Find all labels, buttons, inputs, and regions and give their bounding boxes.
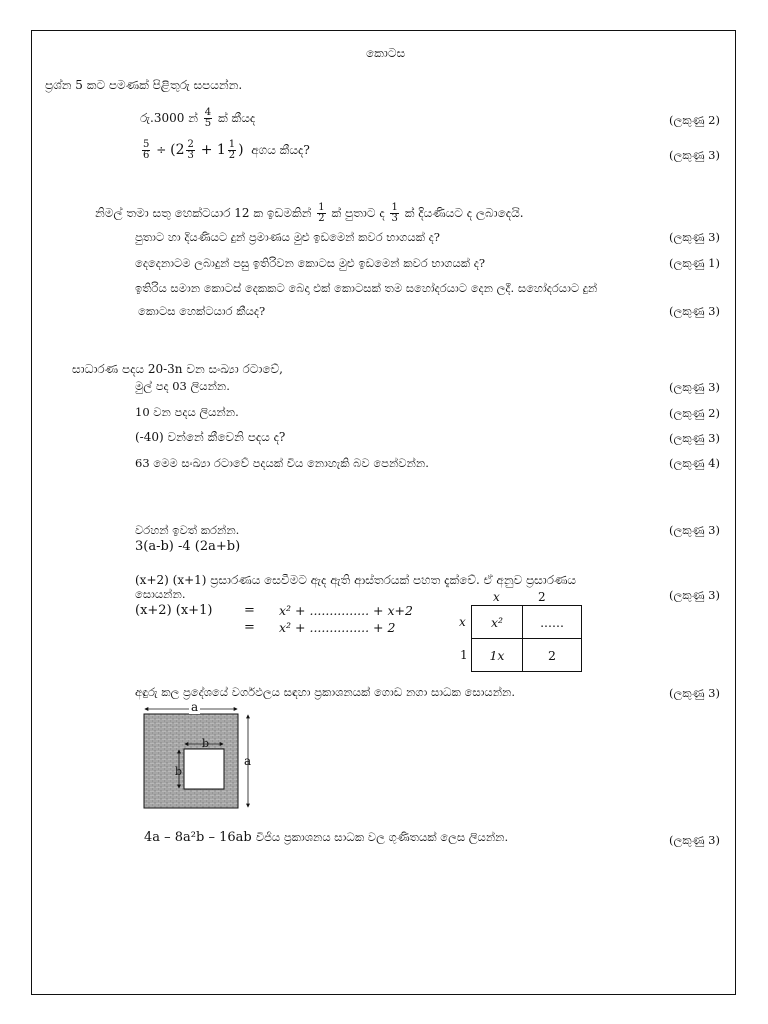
outer-side-label: a <box>244 754 252 768</box>
q4a-text: වරහන් ඉවත් කරන්න. <box>135 523 240 537</box>
grid-cell: 1x <box>472 639 523 672</box>
q2-part-iii-line1: ඉතිරිය සමාන කොටස් දෙකකට බෙදා එක් කොටසක් තම සහෝදරයාට දෙන ලදී. සහෝදරයාට දුන් <box>135 281 598 295</box>
instruction-text: ප්‍රශ්න 5 කට පමණක් පිළිතුරු සපයන්න. <box>45 78 243 92</box>
q2-part-iii-line2: කොටස හෙක්ටයාර කීයද? <box>138 304 266 318</box>
q6-marks: (ලකුණු 3) <box>669 833 720 847</box>
q4b-lhs: (x+2) (x+1) <box>135 603 213 618</box>
grid-top-label-x: x <box>493 590 500 604</box>
q4a-marks: (ලකුණු 3) <box>669 523 720 537</box>
page-border <box>31 30 736 995</box>
q4b-equals-1: = <box>244 603 255 618</box>
inner-top-label: b <box>202 737 210 750</box>
q4b-line1: (x+2) (x+1) ප්‍රසාරණය සෙවීමට ඇද ඇති ආස්තරයක් පහත දැක්වේ. ඒ අනුව ප්‍රසාරණය <box>135 573 577 587</box>
q5-marks: (ලකුණු 3) <box>669 686 720 700</box>
q2-part-i: පුතාට හා දියණියට දුන් ප්‍රමාණය මුළු ඉඩමෙන් කවර භාගයක් ද? <box>135 230 440 244</box>
grid-cell: x² <box>472 606 523 639</box>
q3-part-i: මුල් පද 03 ලියන්න. <box>135 379 230 393</box>
q1a-marks: (ලකුණු 2) <box>669 113 720 127</box>
q1b-marks: (ලකුණු 3) <box>669 148 720 162</box>
grid-cell: 2 <box>523 639 582 672</box>
q3-part-i-marks: (ලකුණු 3) <box>669 380 720 394</box>
grid-side-label-1: 1 <box>460 648 468 662</box>
q2-part-iii-marks: (ලකුණු 3) <box>669 304 720 318</box>
q3-part-iv-marks: (ලකුණු 4) <box>669 456 720 470</box>
outer-top-label: a <box>191 700 199 714</box>
area-model-grid <box>471 605 582 672</box>
q6-text: 4a – 8a²b – 16ab විජිය ප්‍රකාශනය සාධක වල ගුණිතයක් ලෙස ලියන්න. <box>144 830 509 845</box>
q4a-expression: 3(a-b) -4 (2a+b) <box>135 539 241 554</box>
q3-part-ii: 10 වන පදය ලියන්න. <box>135 405 239 419</box>
q2-intro: නිමල් තමා සතු හෙක්ටයාර 12 ක ඉඩමකින් $\frac{1}{2}$ ක් පුතාට ද $\frac{1}{3}$ ක් දියණියට ද ලබාදෙයි. <box>95 202 524 224</box>
section-heading: කොටස <box>366 46 406 60</box>
q3-part-iii-marks: (ලකුණු 3) <box>669 431 720 445</box>
q3-intro: සාධාරණ පදය 20-3n වන සංඛ්‍යා රටාවේ, <box>72 362 283 376</box>
q2-part-ii-marks: (ලකුණු 1) <box>669 256 720 270</box>
q4b-rhs-1: x² + ............... + x+2 <box>279 603 413 618</box>
q4b-marks: (ලකුණු 3) <box>669 588 720 602</box>
fraction: $\frac{4}{5}$ <box>204 107 212 129</box>
inner-square <box>184 749 224 789</box>
q3-part-iv: 63 මෙම සංඛ්‍යා රටාවේ පදයක් විය නොහැකි බව පෙන්වන්න. <box>135 456 429 470</box>
q1a-text: රු.3000 න් $\frac{4}{5}$ ක් කීයද <box>140 107 256 129</box>
q3-part-ii-marks: (ලකුණු 2) <box>669 406 720 420</box>
q5-text: අඳුරු කල ප්‍රදේශයේ වර්ගඵලය සඳහා ප්‍රකාශනයක් ගොඩ නගා සාධක සොයන්න. <box>135 685 516 699</box>
q4b-rhs-2: x² + ............... + 2 <box>279 620 396 635</box>
q2-part-i-marks: (ලකුණු 3) <box>669 230 720 244</box>
grid-top-label-2: 2 <box>538 590 546 604</box>
q4b-line2: සොයන්න. <box>135 587 186 601</box>
q4b-equals-2: = <box>244 620 255 635</box>
q1b-text: $\frac{5}{6}$ ÷ (2 $\frac{2}{3}$ + 1 $\frac{1}{2}$ ) අගය කීයද? <box>143 139 310 161</box>
q3-part-iii: (-40) වන්නේ කීවෙනි පදය ද? <box>135 430 286 444</box>
q2-part-ii: දෙදෙනාටම ලබාදුන් පසු ඉතිරිවන කොටස මුළු ඉඩමෙන් කවර භාගයක් ද? <box>135 256 485 270</box>
grid-side-label-x: x <box>459 615 466 629</box>
inner-side-label: b <box>175 765 183 778</box>
grid-cell: ...... <box>523 606 582 639</box>
